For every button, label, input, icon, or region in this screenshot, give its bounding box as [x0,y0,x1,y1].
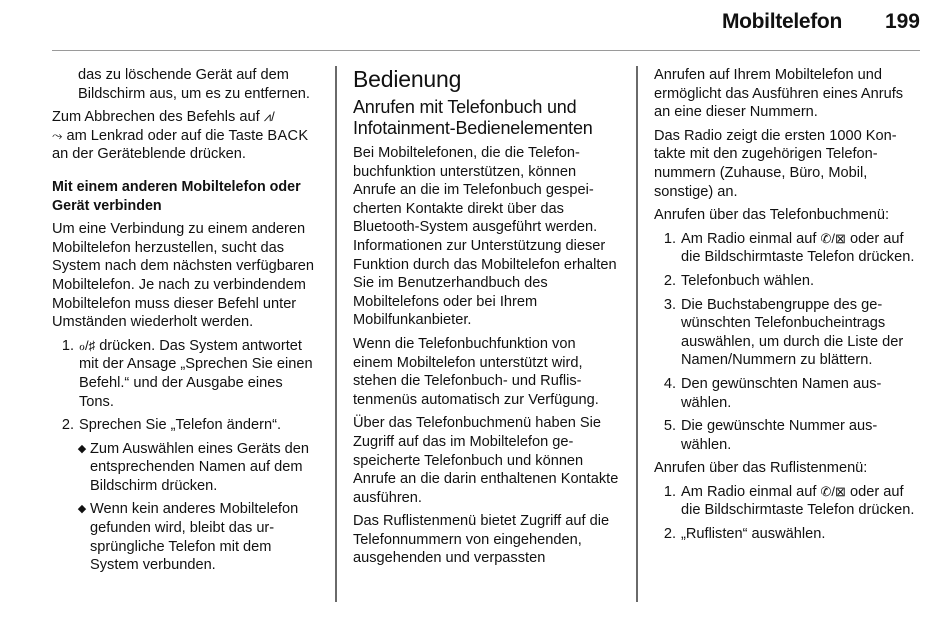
list-item [654,525,922,544]
subsection-body: Um eine Verbindung zu einem anderen Mobiltelefon herzustellen, sucht das System nach dem nächsten verfügbaren Mobiltelefon. Je nach zu verbindendem Mobiltelefon muss dieser Befehl unter Umständen wiederholt werden. [52,221,315,331]
step-text [681,483,922,520]
step-text: Den gewünschten Namen auswählen. [681,375,882,411]
telefon-key-label: Telefon [807,249,855,266]
mute-icon: ⤳ [52,127,63,143]
s1-text-b: oder auf die Bildschirmtaste [681,230,904,266]
step-number: 1. [663,483,676,500]
cancel-text-b: am Lenkrad oder auf die Taste [66,127,264,144]
paragraph: Anrufen über das Ruflistenmenü: [654,460,868,477]
r1-text-a: Am Radio einmal auf [681,483,817,500]
paragraph: Anrufen über das Telefonbuchmenü: [654,207,890,224]
list-item [654,296,922,370]
bullet-list [52,440,318,575]
subsection-heading: Mit einem anderen Mobiltelefon oder Gerät verbinden [52,178,301,214]
step-number: 1. [61,337,74,354]
column-divider [335,66,337,602]
step-text [681,230,922,267]
back-key-label: BACK [267,127,309,144]
step-text: „Ruflisten“ auswählen. [681,526,826,543]
paragraph: Das Ruflistenmenü bietet Zugriff auf die Telefonnummern von eingehenden, ausgehenden und verpassten [353,513,610,567]
bullet-item [74,500,318,574]
bullet-item [74,440,318,496]
s1-text-c: drücken. [858,249,915,266]
step-number: 1. [663,230,676,247]
s1-text-a: Am Radio einmal auf [681,230,817,247]
s2-text: wählen. [763,272,815,289]
r1-text-c: drücken. [858,502,915,519]
bullet-icon: ◆ [77,503,87,516]
section-heading: Bedienung [353,66,462,92]
column-divider [636,66,638,602]
step-text: Die Buchstabengruppe des gewünschten Telefonbucheintrags auswählen, um durch die Liste der Namen/Nummern zu blättern. [681,296,904,369]
step-number: 2. [663,526,676,543]
step-text [681,272,922,291]
step1-text: drücken. Das System antwortet mit der Ansage „Sprechen Sie einen Befehl.“ und der Ausgabe eines Tons. [79,337,313,410]
phonebook-steps [654,230,922,455]
phone-icon: ✆/⊠ [820,230,846,246]
step-number: 3. [663,296,676,313]
subsection-heading: Anrufen mit Telefonbuch und Infotainment-Bedienelementen [353,97,593,138]
paragraph: Das Radio zeigt die ersten 1000 Kontakte mit den zugehörigen Telefonnummern (Zuhause, Büro, Mobil, sonstige) an. [654,127,897,200]
steps-list [52,337,318,575]
column-left [52,66,318,580]
step-text: Die gewünschte Nummer auswählen. [681,418,878,453]
paragraph: Über das Telefonbuchmenü haben Sie Zugriff auf das im Mobiltelefon gespeicherte Telefonbuch und können Anrufe an die darin enthaltenen Kontakte ausführen. [353,415,619,506]
r1-text-b: oder auf die Bildschirmtaste [681,483,904,519]
list-item [52,337,318,411]
list-item [52,416,318,435]
paragraph: Bei Mobiltelefonen, die die Telefonbuchfunktion unterstützen, können Anrufe an die im Telefonbuch gespeicherten Kontakte direkt über das Bluetooth-System ausgeführt werden. Informationen zur Unterstützung dieser Funktion durch das Mobiltelefon erhalten Sie im Benutzerhandbuch des Mobiltelefons oder bei Ihrem Mobilfunkanbieter. [353,145,617,329]
telefon-key-label: Telefon [807,502,855,519]
end-call-icon: ⩘/ [263,109,275,125]
calllist-steps [654,483,922,544]
step-number: 4. [663,375,676,392]
cancel-text-c: an der Geräteblende drücken. [52,146,246,163]
voice-icon: ℴ/♯ [79,337,96,353]
cancel-text-a: Zum Abbrechen des Befehls auf [52,109,260,126]
list-item [654,375,922,412]
step-text [79,337,318,411]
list-item [654,483,922,520]
step-number: 5. [663,418,676,435]
page-title: Mobiltelefon [721,10,842,33]
header-divider [52,50,920,51]
bullet-text: Wenn kein anderes Mobiltelefon gefunden wird, bleibt das ursprüngliche Telefon mit dem System verbunden. [90,501,299,574]
list-item [654,272,922,291]
bullet-icon: ◆ [77,442,87,455]
cancel-instruction [52,108,318,164]
telefonbuch-key-label: Telefonbuch [681,272,760,289]
column-middle [353,66,619,573]
continued-text: das zu löschende Gerät auf dem Bildschirm aus, um es zu entfernen. [78,67,310,102]
paragraph: Wenn die Telefonbuchfunktion von einem Mobiltelefon unterstützt wird, stehen die Telefonbuch- und Ruflistenmenüs automatisch zur Verfügung. [353,335,599,408]
column-right [654,66,922,549]
step-number: 2. [61,417,74,434]
bullet-text: Zum Auswählen eines Geräts den entsprechenden Namen auf dem Bildschirm drücken. [90,440,310,494]
list-item [654,417,922,454]
page-number: 199 [884,10,920,33]
list-item [654,230,922,267]
phone-icon: ✆/⊠ [820,483,846,499]
step-number: 2. [663,272,676,289]
step-text: Sprechen Sie „Telefon ändern“. [79,417,282,434]
paragraph: Anrufen auf Ihrem Mobiltelefon und ermöglicht das Ausführen eines Anrufs an eine dieser Nummern. [654,67,904,121]
